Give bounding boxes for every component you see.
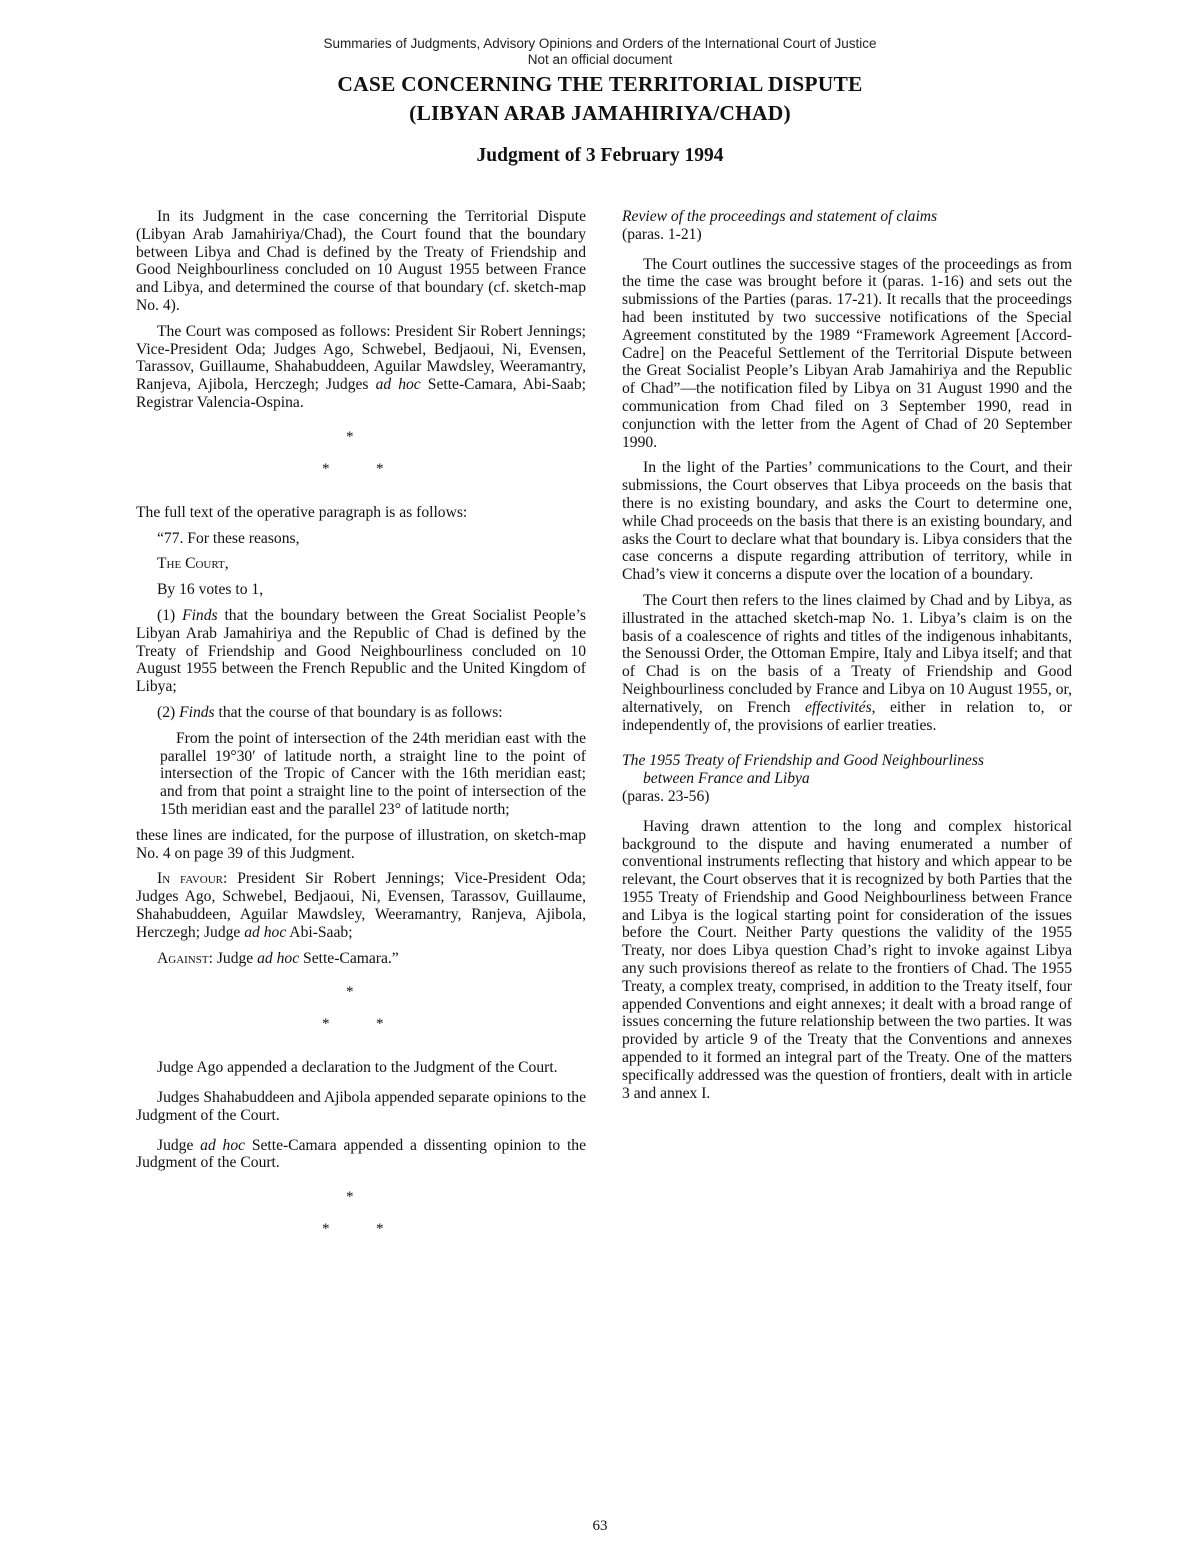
separator-star: *: [322, 1221, 330, 1238]
separator-star: *: [376, 1221, 384, 1238]
section-heading-review: Review of the proceedings and statement of claims: [622, 208, 938, 225]
document-header: [0, 36, 1200, 167]
header-not-official-line: Not an official document: [527, 52, 673, 67]
finding-2: (2) Finds that the course of that boundary is as follows:: [157, 703, 503, 721]
separator-star: *: [322, 460, 330, 477]
sketch-map-note: these lines are indicated, for the purpose of illustration, on sketch-map No. 4 on page 39 of this Judgment.: [136, 826, 586, 862]
separate-opinions: Judges Shahabuddeen and Ajibola appended separate opinions to the Judgment of the Court.: [136, 1089, 586, 1124]
paragraph-intro: In its Judgment in the case concerning the Territorial Dispute (Libyan Arab Jamahiriya/Chad), the Court found that the boundary between Libya and Chad is defined by the Treaty of Friendship and Good Neighbourliness concluded on 10 August 1955 between France and Libya, and determined the course of that boundary (cf. sketch-map No. 4).: [136, 208, 586, 314]
against-list: Against: Judge ad hoc Sette-Camara.”: [157, 949, 399, 967]
paragraph-treaty-analysis: Having drawn attention to the long and complex historical background to the dispute and having enumerated a number of conventional instruments reflecting that history and which appear to be relevant, the Court observes that it is recognized by both Parties that the 1955 Treaty of Friendship and Good Neighbourliness between France and Libya is the logical starting point for consideration of the issues before the Court. Neither Party questions the validity of the 1955 Treaty, nor does Libya question Chad’s right to invoke against Libya any such provisions thereof as relate to the frontiers of Chad. The 1955 Treaty, a complex treaty, comprised, in addition to the Treaty itself, four appended Conventions and eight annexes; it dealt with a broad range of issues concerning the future relationship between the two parties. It was provided by article 9 of the Treaty that the Conventions and annexes appended to it formed an integral part of the Treaty. One of the matters specifically addressed was the question of frontiers, dealt with in article 3 and annex I.: [622, 817, 1072, 1102]
paragraph-parties-positions: In the light of the Parties’ communications to the Court, and their submissions, the Court observes that Libya proceeds on the basis that there is no existing boundary, and asks the Court to determine one, while Chad proceeds on the basis that there is an existing boundary, and asks the Court to declare what that boundary is. Libya considers that the case concerns a dispute regarding attribution of territory, while in Chad’s view it concerns a dispute over the location of a boundary.: [622, 459, 1072, 584]
case-title-line-2: (LIBYAN ARAB JAMAHIRIYA/CHAD): [409, 101, 791, 125]
section-separator: [136, 430, 586, 492]
paragraph-operative-intro: The full text of the operative paragraph is as follows:: [136, 503, 468, 521]
right-column: [622, 208, 1072, 1102]
section-paras-review: (paras. 1-21): [622, 225, 702, 243]
boundary-course: From the point of intersection of the 24th meridian east with the parallel 19°30′ of latitude north, a straight line to the point of intersection of the Tropic of Cancer with the 16th meridian east; and from that point a straight line to the point of intersection of the 15th meridian east and the parallel 23° of latitude north;: [160, 729, 586, 818]
declaration-ago: Judge Ago appended a declaration to the Judgment of the Court.: [157, 1059, 558, 1077]
dissenting-opinion: Judge ad hoc Sette-Camara appended a dissenting opinion to the Judgment of the Court.: [136, 1136, 587, 1172]
section-separator: [136, 1190, 586, 1252]
separator-star: *: [322, 1016, 330, 1033]
paragraph-composition: The Court was composed as follows: President Sir Robert Jennings; Vice-President Oda; Judges Ago, Schwebel, Bedjaoui, Ni, Evensen, Tarassov, Guillaume, Shahabuddeen, Aguilar Mawdsley, Weeramantry, Ranjeva, Ajibola, Herczegh; Judges ad hoc Sette-Camara, Abi-Saab; Registrar Valencia-Ospina.: [136, 322, 586, 411]
separator-star: *: [376, 1016, 384, 1033]
case-title-line-1: CASE CONCERNING THE TERRITORIAL DISPUTE: [337, 72, 863, 96]
separator-star: *: [346, 1189, 354, 1206]
in-favour-list: In favour: President Sir Robert Jennings; Vice-President Oda; Judges Ago, Schwebel, Bedjaoui, Ni, Evensen, Tarassov, Guillaume, Shahabuddeen, Aguilar Mawdsley, Weeramantry, Ranjeva, Ajibola, Herczegh; Judge ad hoc Abi-Saab;: [136, 870, 586, 941]
paragraph-proceedings: The Court outlines the successive stages of the proceedings as from the time the case was brought before it (paras. 1-16) and sets out the submissions of the Parties (paras. 17-21). It recalls that the proceedings had been instituted by two successive notifications of the Special Agreement constituted by the 1989 “Framework Agreement [Accord-Cadre] on the Peaceful Settlement of the Territorial Dispute between the Great Socialist People’s Libyan Arab Jamahiriya and the Republic of Chad”—the notification filed by Libya on 31 August 1990 and the communication from Chad filed on 3 September 1990, read in conjunction with the letter from the Agent of Chad of 20 September 1990.: [622, 255, 1072, 451]
section-heading-treaty-line-2: between France and Libya: [643, 770, 810, 788]
separator-star: *: [346, 984, 354, 1001]
finding-1: (1) Finds that the boundary between the Great Socialist People’s Libyan Arab Jamahiriya and the Republic of Chad is defined by the Treaty of Friendship and Good Neighbourliness concluded on 10 August 1955 between the French Republic and the United Kingdom of Libya;: [136, 606, 587, 696]
separator-star: *: [376, 460, 384, 477]
paragraph-77: “77. For these reasons,: [157, 529, 300, 547]
header-summary-line: Summaries of Judgments, Advisory Opinions and Orders of the International Court of Justice: [323, 36, 877, 51]
the-court-label: The Court,: [157, 555, 229, 573]
separator-star: *: [346, 428, 354, 445]
section-heading-treaty-line-1: The 1955 Treaty of Friendship and Good Neighbourliness: [622, 752, 984, 770]
vote-count: By 16 votes to 1,: [157, 581, 264, 599]
judgment-date: Judgment of 3 February 1994: [476, 145, 724, 166]
section-separator: [136, 985, 586, 1047]
left-column: [136, 208, 586, 1252]
page-number: 63: [592, 1518, 608, 1534]
paragraph-claimed-lines: The Court then refers to the lines claimed by Chad and by Libya, as illustrated in the attached sketch-map No. 1. Libya’s claim is on the basis of a coalescence of rights and titles of the indigenous inhabitants, the Senoussi Order, the Ottoman Empire, Italy and Libya itself; and that of Chad is on the basis of a Treaty of Friendship and Good Neighbourliness concluded by France and Libya on 10 August 1955, or, alternatively, on French effectivités, either in relation to, or independently of, the provisions of earlier treaties.: [622, 591, 1072, 734]
section-paras-treaty: (paras. 23-56): [622, 787, 710, 805]
